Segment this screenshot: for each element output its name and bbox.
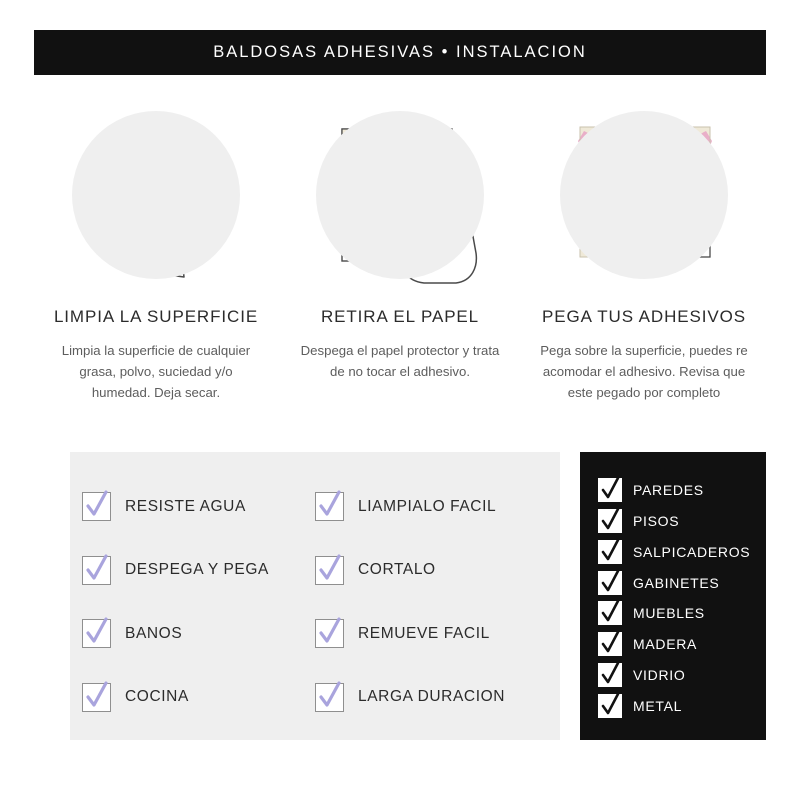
feature-label: LIAMPIALO FACIL	[358, 497, 497, 515]
checkbox-checked-icon[interactable]	[598, 540, 622, 564]
feature-item[interactable]	[82, 556, 315, 585]
checkbox-checked-icon[interactable]	[598, 601, 622, 625]
step-1-title: LIMPIA LA SUPERFICIE	[53, 307, 259, 326]
surface-label: MADERA	[633, 636, 698, 653]
steps-section	[34, 105, 766, 435]
feature-item[interactable]	[82, 492, 315, 521]
step-1-illustration	[56, 105, 256, 285]
surface-item[interactable]	[598, 663, 756, 687]
page-title: BALDOSAS ADHESIVAS • INSTALACION	[213, 43, 587, 61]
checkbox-checked-icon[interactable]	[315, 492, 344, 521]
features-column-left	[82, 492, 315, 712]
feature-label: REMUEVE FACIL	[358, 624, 490, 642]
background-blob	[72, 111, 240, 279]
step-3-title: PEGA TUS ADHESIVOS	[542, 307, 746, 326]
checkbox-checked-icon[interactable]	[82, 619, 111, 648]
checkbox-checked-icon[interactable]	[598, 571, 622, 595]
checkbox-checked-icon[interactable]	[315, 683, 344, 712]
step-2	[278, 105, 522, 435]
surface-label: VIDRIO	[633, 667, 686, 684]
background-blob	[316, 111, 484, 279]
surfaces-panel	[580, 452, 766, 740]
feature-label: BANOS	[125, 624, 183, 642]
background-blob	[560, 111, 728, 279]
checkbox-checked-icon[interactable]	[598, 478, 622, 502]
step-3-description: Pega sobre la superficie, puedes re acomodar el adhesivo. Revisa que este pegado por completo	[540, 343, 748, 400]
checkbox-checked-icon[interactable]	[82, 683, 111, 712]
checkbox-checked-icon[interactable]	[598, 509, 622, 533]
step-3	[522, 105, 766, 435]
header-banner	[34, 30, 766, 75]
surface-label: PAREDES	[633, 482, 704, 498]
surface-label: PISOS	[633, 512, 680, 529]
step-2-title: RETIRA EL PAPEL	[320, 307, 480, 326]
feature-label: LARGA DURACION	[358, 688, 506, 706]
feature-item[interactable]	[82, 619, 315, 648]
feature-item[interactable]	[82, 683, 315, 712]
feature-item[interactable]	[315, 683, 548, 712]
step-1	[34, 105, 278, 435]
feature-item[interactable]	[315, 492, 548, 521]
checkbox-checked-icon[interactable]	[598, 663, 622, 687]
step-2-illustration	[300, 105, 500, 285]
feature-item[interactable]	[315, 619, 548, 648]
step-1-description: Limpia la superficie de cualquier grasa, polvo, suciedad y/o humedad. Deja secar.	[61, 343, 251, 400]
checkbox-checked-icon[interactable]	[82, 492, 111, 521]
step-3-illustration	[544, 105, 744, 285]
features-panel	[70, 452, 560, 740]
surface-label: GABINETES	[633, 574, 720, 591]
surface-label: MUEBLES	[633, 605, 705, 622]
feature-label: RESISTE AGUA	[125, 497, 246, 515]
checkbox-checked-icon[interactable]	[82, 556, 111, 585]
feature-label: CORTALO	[358, 561, 436, 579]
surface-label: SALPICADEROS	[633, 543, 751, 560]
checkbox-checked-icon[interactable]	[315, 619, 344, 648]
surface-item[interactable]	[598, 509, 756, 533]
features-column-right	[315, 492, 548, 712]
surface-item[interactable]	[598, 478, 756, 502]
feature-item[interactable]	[315, 556, 548, 585]
surface-item[interactable]	[598, 694, 756, 718]
surfaces-list	[598, 478, 756, 718]
surface-item[interactable]	[598, 571, 756, 595]
feature-label: DESPEGA Y PEGA	[125, 561, 269, 579]
surface-label: METAL	[633, 697, 683, 714]
checkbox-checked-icon[interactable]	[598, 632, 622, 656]
step-2-description: Despega el papel protector y trata de no tocar el adhesivo.	[300, 343, 500, 379]
surface-item[interactable]	[598, 601, 756, 625]
checkbox-checked-icon[interactable]	[315, 556, 344, 585]
surface-item[interactable]	[598, 540, 756, 564]
feature-label: COCINA	[125, 688, 189, 706]
features-columns	[82, 492, 548, 712]
checkbox-checked-icon[interactable]	[598, 694, 622, 718]
surface-item[interactable]	[598, 632, 756, 656]
